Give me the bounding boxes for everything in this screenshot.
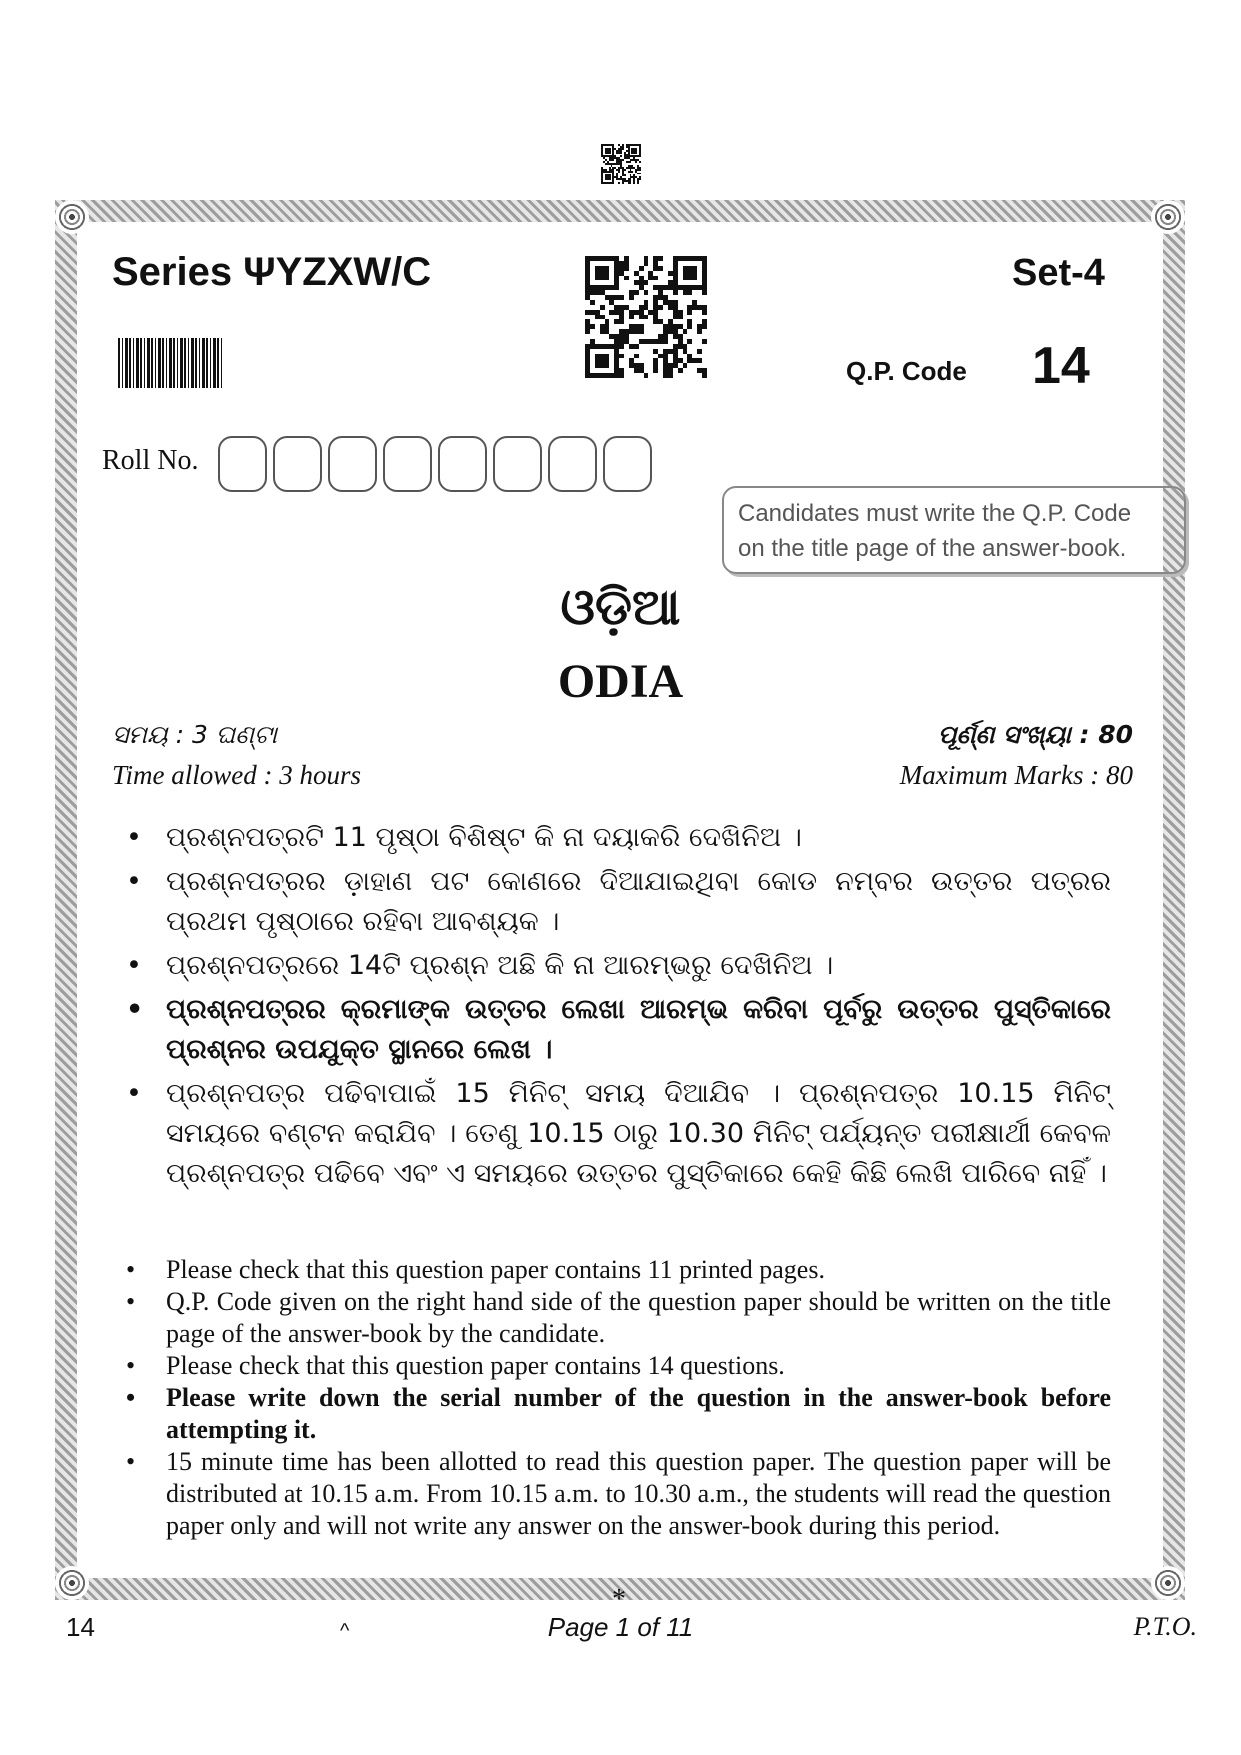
list-item: • 15 minute time has been allotted to read this question paper. The question paper will be distributed at 10.15 a.m. From 10.15 a.m. to 10.30 a.m., the students will read the question paper only and will not write any answer on the answer-book during this period. (126, 1447, 1111, 1540)
roll-no-label: Roll No. (102, 445, 199, 476)
list-item: • Q.P. Code given on the right hand side of the question paper should be written on the title page of the answer-book by the candidate. (126, 1287, 1111, 1348)
qp-note-line: on the title page of the answer-book. (738, 535, 1127, 562)
marks-odia: ପୂର୍ଣ୍ଣ ସଂଖ୍ୟା : 80 (937, 720, 1133, 749)
instruction-text: ପ୍ରଶ୍ନପତ୍ରରେ 14ଟି ପ୍ରଶ୍ନ ଅଛି କି ନା ଆରମ୍ଭରୁ ଦେଖିନିଅ । (166, 950, 834, 981)
instruction-text: ପ୍ରଶ୍ନପତ୍ରର ଡ଼ାହାଣ ପଟ କୋଣରେ ଦିଆଯାଇଥିବା କୋଡ ନମ୍ବର ଉତ୍ତର ପତ୍ରର ପ୍ରଥମ ପୃଷ୍ଠାରେ ରହିବା ଆବଶ୍ୟକ । (166, 866, 1111, 937)
list-item: • Please check that this question paper contains 14 questions. (126, 1351, 785, 1380)
instruction-text: Q.P. Code given on the right hand side of the question paper should be written on the title page of the answer-book by the candidate. (166, 1287, 1111, 1348)
small-qr-code (601, 144, 641, 184)
roll-no-box[interactable] (273, 436, 322, 492)
footer-caret: ^ (340, 1620, 350, 1642)
footer-star: * (612, 1584, 626, 1615)
title-english: ODIA (557, 655, 684, 708)
time-odia: ସମୟ : 3 ଘଣ୍ଟା (112, 720, 278, 749)
series-label: Series ΨYZXW/C (112, 250, 432, 294)
qp-code-note (722, 486, 1186, 574)
corner-ornament (55, 1566, 89, 1600)
set-label: Set-4 (1012, 252, 1105, 294)
footer-page-number: Page 1 of 11 (547, 1612, 694, 1642)
barcode (118, 338, 222, 388)
qp-note-line: Candidates must write the Q.P. Code (738, 500, 1132, 527)
roll-no-box[interactable] (383, 436, 432, 492)
instruction-text: 15 minute time has been allotted to read this question paper. The question paper will be distributed at 10.15 a.m. From 10.15 a.m. to 10.30 a.m., the students will read the question paper only and will not write any answer on the answer-book during this period. (166, 1447, 1111, 1540)
roll-no-box[interactable] (328, 436, 377, 492)
list-item: • Please write down the serial number of the question in the answer-book before attempting it. (126, 1383, 1111, 1444)
corner-ornament (1151, 200, 1185, 234)
instruction-text: ପ୍ରଶ୍ନପତ୍ର ପଢିବାପାଇଁ 15 ମିନିଟ୍ ସମୟ ଦିଆଯିବ । ପ୍ରଶ୍ନପତ୍ର 10.15 ମିନିଟ୍ ସମୟରେ ବଣ୍ଟନ କରାଯିବ । ତେଣୁ 10.15 ଠାରୁ 10.30 ମିନିଟ୍ ପର୍ଯ୍ୟନ୍ତ ପରୀକ୍ଷାର୍ଥୀ କେବଳ ପ୍ରଶ୍ନପତ୍ର ପଢିବେ ଏବଂ ଏ ସମୟରେ ଉତ୍ତର ପୁସ୍ତିକାରେ କେହି କିଛି ଲେଖି ପାରିବେ ନାହିଁ । (166, 1078, 1111, 1189)
list-item: • ପ୍ରଶ୍ନପତ୍ରଟି 11 ପୃଷ୍ଠା ବିଶିଷ୍ଟ କି ନା ଦୟାକରି ଦେଖିନିଅ । (126, 818, 1111, 858)
roll-no-box[interactable] (493, 436, 542, 492)
title-odia: ଓଡ଼ିଆ (560, 578, 681, 636)
list-item: • ପ୍ରଶ୍ନପତ୍ର ପଢିବାପାଇଁ 15 ମିନିଟ୍ ସମୟ ଦିଆଯିବ । ପ୍ରଶ୍ନପତ୍ର 10.15 ମିନିଟ୍ ସମୟରେ ବଣ୍ଟନ କରାଯିବ । ତେଣୁ 10.15 ଠାରୁ 10.30 ମିନିଟ୍ ପର୍ଯ୍ୟନ୍ତ ପରୀକ୍ଷାର୍ଥୀ କେବଳ ପ୍ରଶ୍ନପତ୍ର ପଢିବେ ଏବଂ ଏ ସମୟରେ ଉତ୍ତର ପୁସ୍ତିକାରେ କେହି କିଛି ଲେଖି ପାରିବେ ନାହିଁ । (126, 1074, 1111, 1194)
main-qr-code (585, 256, 707, 378)
instruction-text: Please write down the serial number of the question in the answer-book before attempting it. (166, 1383, 1111, 1444)
instruction-text: Please check that this question paper contains 14 questions. (166, 1351, 785, 1380)
footer-pto: P.T.O. (1133, 1612, 1197, 1641)
qp-code-value: 14 (1032, 337, 1090, 395)
roll-no-box[interactable] (548, 436, 597, 492)
english-instructions (126, 1254, 1111, 1542)
footer-code: 14 (66, 1612, 95, 1642)
time-english: Time allowed : 3 hours (112, 760, 362, 790)
corner-ornament (1151, 1566, 1185, 1600)
roll-no-box[interactable] (438, 436, 487, 492)
corner-ornament (55, 200, 89, 234)
list-item: • ପ୍ରଶ୍ନପତ୍ରରେ 14ଟି ପ୍ରଶ୍ନ ଅଛି କି ନା ଆରମ୍ଭରୁ ଦେଖିନିଅ । (126, 946, 1111, 986)
instruction-text: ପ୍ରଶ୍ନପତ୍ରଟି 11 ପୃଷ୍ଠା ବିଶିଷ୍ଟ କି ନା ଦୟାକରି ଦେଖିନିଅ । (166, 822, 802, 853)
qp-code-label: Q.P. Code (846, 356, 967, 386)
roll-no-box[interactable] (218, 436, 267, 492)
roll-no-box[interactable] (603, 436, 652, 492)
marks-english: Maximum Marks : 80 (899, 760, 1133, 790)
instruction-text: Please check that this question paper contains 11 printed pages. (166, 1255, 825, 1284)
odia-instructions (126, 818, 1111, 1198)
list-item: • Please check that this question paper contains 11 printed pages. (126, 1255, 825, 1284)
list-item: • ପ୍ରଶ୍ନପତ୍ରର ଡ଼ାହାଣ ପଟ କୋଣରେ ଦିଆଯାଇଥିବା କୋଡ ନମ୍ବର ଉତ୍ତର ପତ୍ରର ପ୍ରଥମ ପୃଷ୍ଠାରେ ରହିବା ଆବଶ୍ୟକ । (126, 862, 1111, 942)
instruction-text: ପ୍ରଶ୍ନପତ୍ରର କ୍ରମାଙ୍କ ଉତ୍ତର ଲେଖା ଆରମ୍ଭ କରିବା ପୂର୍ବରୁ ଉତ୍ତର ପୁସ୍ତିକାରେ ପ୍ରଶ୍ନର ଉପଯୁକ୍ତ ସ୍ଥାନରେ ଲେଖ । (166, 994, 1111, 1065)
list-item: • ପ୍ରଶ୍ନପତ୍ରର କ୍ରମାଙ୍କ ଉତ୍ତର ଲେଖା ଆରମ୍ଭ କରିବା ପୂର୍ବରୁ ଉତ୍ତର ପୁସ୍ତିକାରେ ପ୍ରଶ୍ନର ଉପଯୁକ୍ତ ସ୍ଥାନରେ ଲେଖ । (126, 990, 1111, 1070)
